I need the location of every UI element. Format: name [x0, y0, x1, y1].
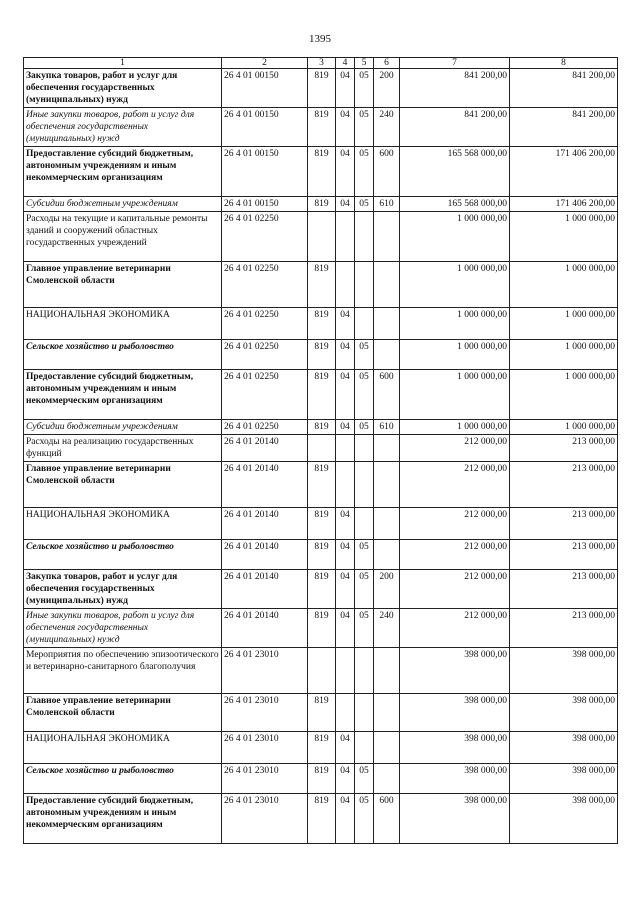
- row-amount-2023-cell: 398 000,00: [400, 764, 510, 794]
- row-col5-cell: 05: [355, 570, 374, 609]
- row-code-cell: 26 4 01 00150: [222, 69, 308, 108]
- row-col5-cell: 05: [355, 340, 374, 370]
- row-col5-cell: [355, 462, 374, 508]
- row-amount-2024-cell: 213 000,00: [510, 462, 618, 508]
- table-row: [24, 147, 618, 197]
- row-col4-cell: 04: [336, 370, 355, 420]
- row-amount-2024-cell: 398 000,00: [510, 648, 618, 694]
- row-col3-cell: 819: [308, 732, 336, 764]
- row-amount-2023-cell: 165 568 000,00: [400, 147, 510, 197]
- table-row: [24, 340, 618, 370]
- row-amount-2024-cell: 398 000,00: [510, 764, 618, 794]
- row-name-cell: Сельское хозяйство и рыболовство: [24, 764, 222, 794]
- row-code-cell: 26 4 01 02250: [222, 370, 308, 420]
- table-row: [24, 732, 618, 764]
- table-row: [24, 794, 618, 844]
- row-amount-2024-cell: 398 000,00: [510, 794, 618, 844]
- row-col6-cell: [374, 262, 400, 308]
- row-name-cell: Сельское хозяйство и рыболовство: [24, 340, 222, 370]
- row-code-cell: 26 4 01 02250: [222, 308, 308, 340]
- row-code-cell: 26 4 01 00150: [222, 147, 308, 197]
- row-amount-2024-cell: 1 000 000,00: [510, 420, 618, 435]
- row-name-cell: Сельское хозяйство и рыболовство: [24, 540, 222, 570]
- table-row: [24, 370, 618, 420]
- row-col3-cell: 819: [308, 197, 336, 212]
- row-col5-cell: [355, 732, 374, 764]
- row-amount-2023-cell: 212 000,00: [400, 462, 510, 508]
- row-amount-2023-cell: 398 000,00: [400, 732, 510, 764]
- row-amount-2023-cell: 841 200,00: [400, 69, 510, 108]
- row-col6-cell: 600: [374, 147, 400, 197]
- row-name-cell: Субсидии бюджетным учреждениям: [24, 420, 222, 435]
- row-col4-cell: 04: [336, 197, 355, 212]
- row-name-cell: Главное управление ветеринарии Смоленской области: [24, 262, 222, 308]
- row-col5-cell: 05: [355, 108, 374, 147]
- row-col6-cell: 610: [374, 420, 400, 435]
- row-amount-2023-cell: 1 000 000,00: [400, 212, 510, 262]
- table-row: [24, 308, 618, 340]
- row-amount-2023-cell: 1 000 000,00: [400, 308, 510, 340]
- table-row: [24, 694, 618, 732]
- row-col3-cell: [308, 212, 336, 262]
- row-col5-cell: [355, 694, 374, 732]
- row-code-cell: 26 4 01 23010: [222, 764, 308, 794]
- row-col6-cell: 600: [374, 370, 400, 420]
- row-amount-2024-cell: 841 200,00: [510, 108, 618, 147]
- row-col5-cell: 05: [355, 609, 374, 648]
- table-row: [24, 435, 618, 462]
- row-code-cell: 26 4 01 02250: [222, 212, 308, 262]
- row-name-cell: Закупка товаров, работ и услуг для обеспечения государственных (муниципальных) нужд: [24, 69, 222, 108]
- row-col4-cell: 04: [336, 570, 355, 609]
- row-amount-2023-cell: 398 000,00: [400, 694, 510, 732]
- row-name-cell: Предоставление субсидий бюджетным, автономным учреждениям и иным некоммерческим организациям: [24, 370, 222, 420]
- row-col6-cell: 240: [374, 609, 400, 648]
- row-col3-cell: 819: [308, 108, 336, 147]
- header-cell: 3: [308, 58, 336, 69]
- row-col6-cell: [374, 340, 400, 370]
- table-row: [24, 609, 618, 648]
- row-col3-cell: 819: [308, 370, 336, 420]
- row-amount-2023-cell: 398 000,00: [400, 794, 510, 844]
- row-col6-cell: 200: [374, 69, 400, 108]
- table-row: [24, 69, 618, 108]
- row-name-cell: НАЦИОНАЛЬНАЯ ЭКОНОМИКА: [24, 732, 222, 764]
- row-col5-cell: 05: [355, 420, 374, 435]
- row-amount-2023-cell: 212 000,00: [400, 570, 510, 609]
- budget-table: [23, 57, 618, 844]
- row-col3-cell: 819: [308, 570, 336, 609]
- row-name-cell: Главное управление ветеринарии Смоленской области: [24, 694, 222, 732]
- row-col4-cell: 04: [336, 420, 355, 435]
- row-col3-cell: 819: [308, 694, 336, 732]
- row-name-cell: Иные закупки товаров, работ и услуг для обеспечения государственных (муниципальных) нужд: [24, 108, 222, 147]
- row-name-cell: Расходы на реализацию государственных функций: [24, 435, 222, 462]
- row-name-cell: Субсидии бюджетным учреждениям: [24, 197, 222, 212]
- page-number: 1395: [309, 33, 331, 45]
- header-cell: 1: [24, 58, 222, 69]
- row-code-cell: 26 4 01 20140: [222, 462, 308, 508]
- row-amount-2024-cell: 841 200,00: [510, 69, 618, 108]
- row-col5-cell: [355, 262, 374, 308]
- row-code-cell: 26 4 01 23010: [222, 648, 308, 694]
- row-col6-cell: [374, 694, 400, 732]
- row-col5-cell: 05: [355, 794, 374, 844]
- table-row: [24, 648, 618, 694]
- row-name-cell: Иные закупки товаров, работ и услуг для обеспечения государственных (муниципальных) нужд: [24, 609, 222, 648]
- row-amount-2023-cell: 398 000,00: [400, 648, 510, 694]
- row-amount-2023-cell: 1 000 000,00: [400, 262, 510, 308]
- row-amount-2024-cell: 213 000,00: [510, 609, 618, 648]
- table-row: [24, 420, 618, 435]
- row-col4-cell: [336, 435, 355, 462]
- row-col4-cell: [336, 694, 355, 732]
- row-amount-2023-cell: 212 000,00: [400, 540, 510, 570]
- row-col4-cell: 04: [336, 108, 355, 147]
- row-col5-cell: 05: [355, 370, 374, 420]
- row-name-cell: НАЦИОНАЛЬНАЯ ЭКОНОМИКА: [24, 508, 222, 540]
- table-row: [24, 540, 618, 570]
- row-code-cell: 26 4 01 20140: [222, 609, 308, 648]
- header-cell: 2: [222, 58, 308, 69]
- row-col6-cell: 200: [374, 570, 400, 609]
- row-col6-cell: 600: [374, 794, 400, 844]
- row-name-cell: Расходы на текущие и капитальные ремонты зданий и сооружений областных государственных учреждений: [24, 212, 222, 262]
- row-col5-cell: 05: [355, 69, 374, 108]
- row-col4-cell: 04: [336, 794, 355, 844]
- row-col4-cell: [336, 462, 355, 508]
- row-col6-cell: [374, 648, 400, 694]
- row-amount-2024-cell: 1 000 000,00: [510, 262, 618, 308]
- row-amount-2023-cell: 212 000,00: [400, 508, 510, 540]
- row-col6-cell: [374, 732, 400, 764]
- row-col4-cell: 04: [336, 340, 355, 370]
- row-col5-cell: 05: [355, 540, 374, 570]
- row-name-cell: НАЦИОНАЛЬНАЯ ЭКОНОМИКА: [24, 308, 222, 340]
- row-code-cell: 26 4 01 00150: [222, 197, 308, 212]
- row-col3-cell: 819: [308, 609, 336, 648]
- row-col3-cell: 819: [308, 308, 336, 340]
- row-col3-cell: 819: [308, 764, 336, 794]
- row-col4-cell: [336, 262, 355, 308]
- row-name-cell: Предоставление субсидий бюджетным, автономным учреждениям и иным некоммерческим организациям: [24, 794, 222, 844]
- row-col4-cell: 04: [336, 764, 355, 794]
- row-code-cell: 26 4 01 00150: [222, 108, 308, 147]
- row-col3-cell: 819: [308, 340, 336, 370]
- row-col6-cell: 610: [374, 197, 400, 212]
- table-row: [24, 108, 618, 147]
- row-col3-cell: 819: [308, 147, 336, 197]
- table-row: [24, 462, 618, 508]
- row-col6-cell: [374, 212, 400, 262]
- row-col5-cell: [355, 212, 374, 262]
- header-cell: 7: [400, 58, 510, 69]
- row-amount-2024-cell: 213 000,00: [510, 435, 618, 462]
- row-col4-cell: [336, 648, 355, 694]
- row-col4-cell: [336, 212, 355, 262]
- row-col3-cell: 819: [308, 420, 336, 435]
- row-name-cell: Мероприятия по обеспечению эпизоотического и ветеринарно-санитарного благополучия: [24, 648, 222, 694]
- row-col3-cell: 819: [308, 462, 336, 508]
- table-row: [24, 197, 618, 212]
- row-col3-cell: [308, 648, 336, 694]
- row-code-cell: 26 4 01 20140: [222, 508, 308, 540]
- row-col5-cell: [355, 308, 374, 340]
- row-col5-cell: [355, 648, 374, 694]
- row-col4-cell: 04: [336, 609, 355, 648]
- row-col5-cell: 05: [355, 197, 374, 212]
- table-row: [24, 212, 618, 262]
- row-col3-cell: [308, 435, 336, 462]
- table-row: [24, 262, 618, 308]
- header-cell: 4: [336, 58, 355, 69]
- row-col5-cell: [355, 508, 374, 540]
- row-col6-cell: 240: [374, 108, 400, 147]
- row-amount-2023-cell: 1 000 000,00: [400, 340, 510, 370]
- row-col6-cell: [374, 540, 400, 570]
- row-col4-cell: 04: [336, 508, 355, 540]
- row-col5-cell: 05: [355, 147, 374, 197]
- row-amount-2024-cell: 213 000,00: [510, 540, 618, 570]
- row-col3-cell: 819: [308, 540, 336, 570]
- row-col6-cell: [374, 462, 400, 508]
- row-col6-cell: [374, 508, 400, 540]
- row-col6-cell: [374, 435, 400, 462]
- header-cell: 5: [355, 58, 374, 69]
- row-name-cell: Закупка товаров, работ и услуг для обеспечения государственных (муниципальных) нужд: [24, 570, 222, 609]
- row-amount-2024-cell: 1 000 000,00: [510, 212, 618, 262]
- row-code-cell: 26 4 01 20140: [222, 570, 308, 609]
- row-amount-2023-cell: 1 000 000,00: [400, 370, 510, 420]
- row-amount-2024-cell: 398 000,00: [510, 694, 618, 732]
- row-col6-cell: [374, 764, 400, 794]
- table-row: [24, 764, 618, 794]
- row-code-cell: 26 4 01 23010: [222, 732, 308, 764]
- header-cell: 8: [510, 58, 618, 69]
- row-code-cell: 26 4 01 02250: [222, 262, 308, 308]
- row-amount-2023-cell: 212 000,00: [400, 609, 510, 648]
- table-row: [24, 508, 618, 540]
- row-col5-cell: [355, 435, 374, 462]
- row-col4-cell: 04: [336, 308, 355, 340]
- table-row: [24, 570, 618, 609]
- row-amount-2024-cell: 213 000,00: [510, 570, 618, 609]
- row-code-cell: 26 4 01 02250: [222, 420, 308, 435]
- row-amount-2024-cell: 171 406 200,00: [510, 147, 618, 197]
- row-code-cell: 26 4 01 20140: [222, 435, 308, 462]
- row-col5-cell: 05: [355, 764, 374, 794]
- row-col4-cell: 04: [336, 69, 355, 108]
- row-amount-2024-cell: 398 000,00: [510, 732, 618, 764]
- row-col3-cell: 819: [308, 508, 336, 540]
- header-row: [24, 58, 618, 69]
- row-amount-2023-cell: 1 000 000,00: [400, 420, 510, 435]
- row-col3-cell: 819: [308, 69, 336, 108]
- row-amount-2024-cell: 1 000 000,00: [510, 340, 618, 370]
- row-col4-cell: 04: [336, 147, 355, 197]
- row-col6-cell: [374, 308, 400, 340]
- row-amount-2024-cell: 1 000 000,00: [510, 370, 618, 420]
- row-name-cell: Главное управление ветеринарии Смоленской области: [24, 462, 222, 508]
- row-amount-2024-cell: 1 000 000,00: [510, 308, 618, 340]
- row-amount-2023-cell: 212 000,00: [400, 435, 510, 462]
- row-code-cell: 26 4 01 02250: [222, 340, 308, 370]
- row-col3-cell: 819: [308, 262, 336, 308]
- row-amount-2024-cell: 171 406 200,00: [510, 197, 618, 212]
- row-code-cell: 26 4 01 23010: [222, 694, 308, 732]
- row-col4-cell: 04: [336, 732, 355, 764]
- row-amount-2023-cell: 841 200,00: [400, 108, 510, 147]
- row-name-cell: Предоставление субсидий бюджетным, автономным учреждениям и иным некоммерческим организациям: [24, 147, 222, 197]
- row-col4-cell: 04: [336, 540, 355, 570]
- header-cell: 6: [374, 58, 400, 69]
- row-amount-2023-cell: 165 568 000,00: [400, 197, 510, 212]
- row-code-cell: 26 4 01 23010: [222, 794, 308, 844]
- row-col3-cell: 819: [308, 794, 336, 844]
- row-code-cell: 26 4 01 20140: [222, 540, 308, 570]
- row-amount-2024-cell: 213 000,00: [510, 508, 618, 540]
